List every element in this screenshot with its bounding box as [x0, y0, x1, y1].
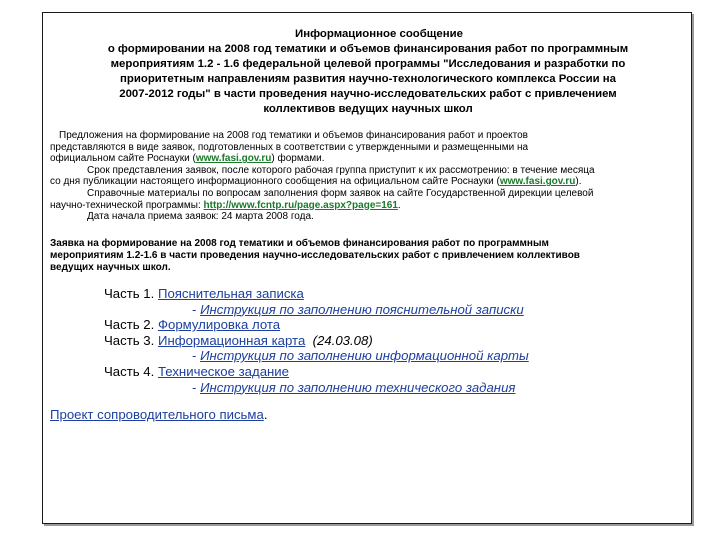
part3-link[interactable]: Информационная карта — [157, 332, 306, 348]
part-row — [104, 364, 664, 380]
intro-line: Дата начала приема заявок: 24 марта 2008 года. — [87, 211, 314, 223]
intro-text-fragment: ) формами. — [271, 153, 325, 165]
title-line: приоритетным направлениям развития научно-технологического комплекса России на — [120, 73, 616, 85]
application-line: мероприятиям 1.2-1.6 в части проведения научно-исследовательских работ с привлечением коллективов — [50, 249, 580, 261]
intro-text-fragment: ). — [575, 176, 582, 188]
page-title — [50, 27, 686, 117]
instruction-row — [104, 302, 664, 318]
instruction-row — [104, 380, 664, 396]
cover-letter-period: . — [263, 407, 268, 422]
part-label: Часть 2. — [104, 317, 158, 333]
part2-link[interactable]: Формулировка лота — [157, 317, 281, 333]
dash: - — [192, 301, 197, 317]
intro-line: Предложения на формирование на 2008 год тематики и объемов финансирования работ и проектов — [59, 130, 528, 141]
intro-line: представляются в виде заявок, подготовленных в соответствии с утвержденными и размещенными на — [50, 141, 529, 153]
part-label: Часть 1. — [104, 286, 158, 301]
title-line: мероприятиям 1.2 - 1.6 федеральной целевой программы "Исследования и разработки по — [110, 58, 626, 70]
part-label: Часть 3. — [104, 332, 158, 348]
part-row — [104, 333, 664, 349]
instruction-row — [104, 348, 664, 364]
intro-line — [50, 176, 690, 188]
part4-instruction-link[interactable]: Инструкция по заполнению технического задания — [200, 379, 516, 395]
part-row — [104, 286, 664, 302]
fasi-link[interactable]: www.fasi.gov.ru — [195, 153, 272, 165]
dash: - — [192, 348, 197, 364]
intro-text-fragment: научно-технической программы: — [50, 199, 204, 211]
part-row — [104, 317, 664, 333]
intro-text-fragment: официальном сайте Роснауки ( — [50, 153, 196, 165]
part1-link[interactable]: Пояснительная записка — [157, 286, 304, 301]
intro-text-fragment: . — [397, 199, 401, 211]
title-line: 2007-2012 годы" в части проведения научно-исследовательских работ с привлечением — [119, 88, 617, 100]
title-line: о формировании на 2008 год тематики и объемов финансирования работ по программным — [107, 43, 629, 55]
dash: - — [192, 379, 197, 395]
fasi-link[interactable]: www.fasi.gov.ru — [499, 176, 576, 188]
cover-letter-link[interactable]: Проект сопроводительного письма — [50, 407, 264, 422]
application-line: Заявка на формирование на 2008 год тематики и объемов финансирования работ по программным — [50, 238, 549, 249]
intro-line: Справочные материалы по вопросам заполнения форм заявок на сайте Государственной дирекции целевой — [87, 187, 594, 199]
part4-link[interactable]: Техническое задание — [157, 363, 290, 379]
fcntp-link[interactable]: http://www.fcntp.ru/page.aspx?page=161 — [203, 199, 398, 211]
intro-line — [50, 200, 690, 212]
intro-text-fragment: со дня публикации настоящего информационного сообщения на официальном сайте Роснауки ( — [50, 176, 500, 188]
part-label: Часть 4. — [104, 363, 158, 379]
application-line: ведущих научных школ. — [50, 261, 171, 273]
application-heading — [50, 238, 690, 273]
part3-date: (24.03.08) — [312, 332, 373, 348]
cover-letter-row — [50, 407, 268, 423]
intro-text — [50, 130, 690, 223]
part1-instruction-link[interactable]: Инструкция по заполнению пояснительной записки — [200, 301, 524, 317]
intro-line: Срок представления заявок, после которого рабочая группа приступит к их рассмотрению: в течение месяца — [87, 164, 595, 176]
parts-list — [104, 286, 664, 395]
title-line: коллективов ведущих научных школ — [263, 103, 473, 115]
title-line: Информационное сообщение — [295, 28, 463, 40]
intro-line — [50, 153, 690, 165]
part3-instruction-link[interactable]: Инструкция по заполнению информационной карты — [200, 348, 529, 364]
